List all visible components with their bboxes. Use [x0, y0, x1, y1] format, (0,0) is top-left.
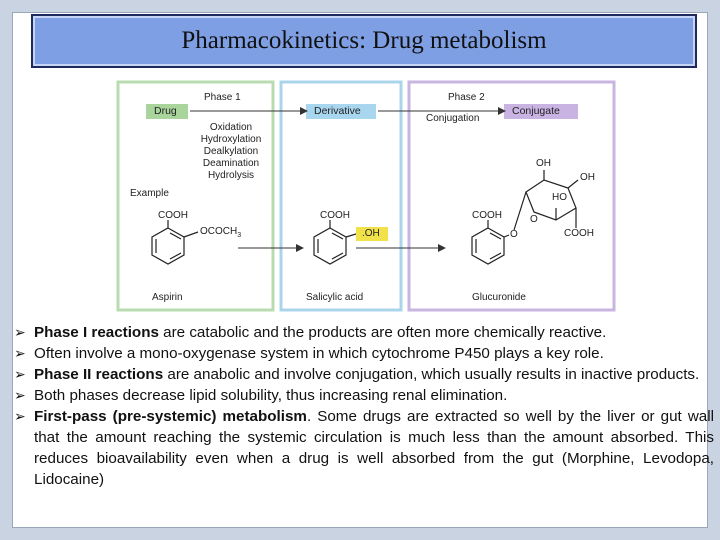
bullet-bold: First-pass (pre-systemic) metabolism	[34, 408, 307, 425]
sugar-ring	[514, 170, 578, 230]
list-item	[14, 364, 714, 385]
sugar-oh-right: OH	[580, 172, 595, 183]
arrow-bullet-icon: ➢	[14, 324, 26, 340]
reaction-hydrolysis: Hydrolysis	[207, 170, 255, 181]
bullet-bold: Phase II reactions	[34, 366, 164, 383]
reaction-deamination: Deamination	[202, 158, 260, 169]
aspirin-ring	[152, 220, 198, 264]
glucuronide-ring	[472, 220, 509, 264]
list-item	[14, 343, 714, 364]
bullet-text: are anabolic and involve conjugation, which usually results in inactive products.	[163, 366, 700, 383]
list-item	[14, 322, 714, 343]
aspirin-arrowhead	[296, 244, 304, 252]
list-item	[14, 385, 714, 406]
arrow-bullet-icon: ➢	[14, 387, 26, 403]
bullet-text: . Some drugs are extracted so well by the liver or gut wall that the amount reaching the systemic circulation is much less than the amount absorbed. This reduces bioavailability even when a drug is well absorbed from the gut (Morphine, Levodopa, Lidocaine)	[34, 408, 714, 488]
metabolism-diagram	[116, 80, 616, 312]
salicylic-name: Salicylic acid	[306, 292, 364, 303]
phase1-reactions	[196, 122, 266, 182]
sugar-ring-o: O	[530, 214, 538, 225]
glucuronide-name: Glucuronide	[472, 292, 526, 303]
glucuronide-cooh: COOH	[472, 210, 502, 221]
sugar-oh-top: OH	[536, 158, 551, 169]
glucuronide-link-o: O	[510, 229, 518, 240]
list-item	[14, 406, 714, 490]
sugar-ho: HO	[552, 192, 567, 203]
reaction-oxidation: Oxidation	[209, 122, 253, 133]
arrow-bullet-icon: ➢	[14, 345, 26, 361]
phase2-header: Phase 2	[448, 92, 485, 103]
bullet-text: Both phases decrease lipid solubility, thus increasing renal elimination.	[34, 387, 508, 404]
salicylic-oh: .OH	[362, 228, 380, 239]
example-label: Example	[130, 188, 169, 199]
aspirin-name: Aspirin	[152, 292, 183, 303]
drug-label: Drug	[154, 105, 177, 117]
reaction-hydroxylation: Hydroxylation	[200, 134, 262, 145]
aspirin-subscript: 3	[237, 232, 242, 239]
salicylic-arrowhead	[438, 244, 446, 252]
bullet-text: are catabolic and the products are often more chemically reactive.	[158, 324, 607, 341]
salicylic-ring	[314, 220, 356, 264]
phase1-header: Phase 1	[204, 92, 241, 103]
bullet-list	[14, 322, 714, 490]
bullet-bold: Phase I reactions	[34, 324, 159, 341]
page-title: Pharmacokinetics: Drug metabolism	[181, 27, 547, 54]
title-bar	[31, 14, 697, 68]
arrow-bullet-icon: ➢	[14, 408, 26, 424]
reaction-dealkylation: Dealkylation	[203, 146, 259, 157]
conjugate-label: Conjugate	[512, 105, 560, 117]
aspirin-cooh: COOH	[158, 210, 188, 221]
phase2-reaction: Conjugation	[426, 113, 480, 124]
aspirin-ococh-text: OCOCH	[200, 226, 238, 237]
sugar-cooh: COOH	[564, 228, 594, 239]
derivative-label: Derivative	[314, 105, 361, 117]
aspirin-ococh3	[200, 226, 241, 239]
arrow-bullet-icon: ➢	[14, 366, 26, 382]
bullet-text: Often involve a mono-oxygenase system in which cytochrome P450 plays a key role.	[34, 345, 604, 362]
salicylic-cooh: COOH	[320, 210, 350, 221]
